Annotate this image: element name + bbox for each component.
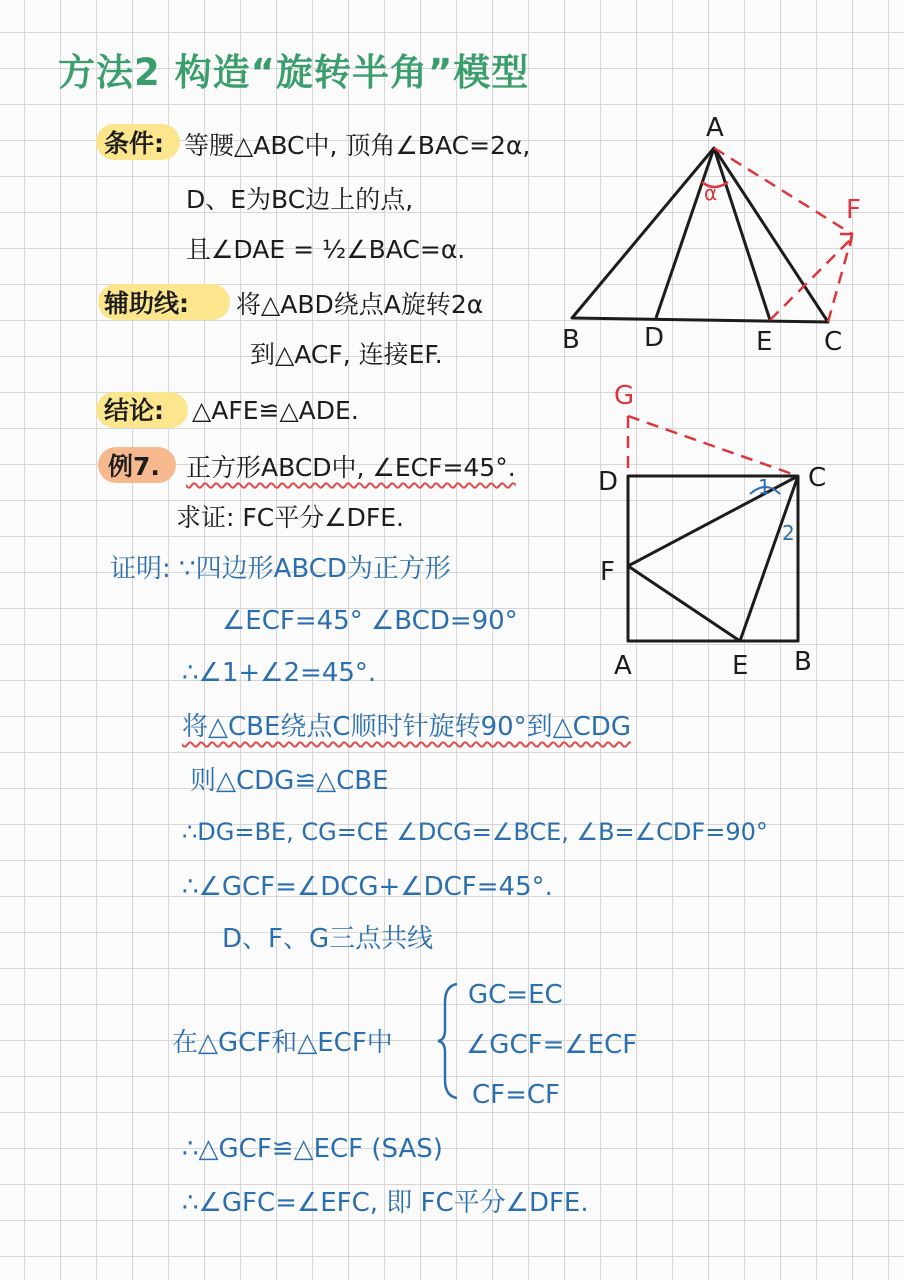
- proof-line-5: 则△CDG≌△CBE: [190, 766, 389, 796]
- page-title: 方法2 构造“旋转半角”模型: [58, 51, 530, 94]
- angle-2-label: 2: [782, 521, 795, 545]
- conclusion-label: 结论:: [104, 396, 164, 425]
- segment-gc: [628, 416, 798, 476]
- proof-line-7: ∴∠GCF=∠DCG+∠DCF=45°.: [182, 872, 553, 902]
- point-f-label: F: [600, 557, 615, 587]
- condition-line3: 且∠DAE = ½∠BAC=α.: [186, 235, 466, 264]
- aux-line2: 到△ACF, 连接EF.: [250, 340, 443, 369]
- proof-line-6: ∴DG=BE, CG=CE ∠DCG=∠BCE, ∠B=∠CDF=90°: [182, 818, 768, 846]
- condition-line2: D、E为BC边上的点,: [186, 185, 414, 214]
- triangle-abc: [572, 148, 828, 322]
- point-b-label: B: [562, 325, 580, 355]
- proof-line-2: ∠ECF=45° ∠BCD=90°: [222, 606, 518, 636]
- example-label: 例7.: [108, 452, 160, 481]
- point-b-label: B: [794, 647, 812, 677]
- square-abcd: [628, 476, 798, 641]
- segment-cf: [828, 236, 852, 322]
- point-g-label: G: [614, 381, 635, 411]
- proof-line-8: D、F、G三点共线: [222, 924, 434, 954]
- point-e-label: E: [756, 327, 773, 357]
- point-a-label: A: [706, 113, 724, 143]
- point-d-label: D: [598, 467, 619, 497]
- point-f-label: F: [846, 195, 861, 225]
- point-d-label: D: [644, 323, 665, 353]
- proof-system-3: CF=CF: [472, 1080, 561, 1110]
- proof-in-label: 在△GCF和△ECF中: [172, 1028, 393, 1058]
- proof-system-2: ∠GCF=∠ECF: [466, 1030, 638, 1060]
- aux-line1: 将△ABD绕点A旋转2α: [236, 290, 484, 319]
- example-line1: 正方形ABCD中, ∠ECF=45°.: [186, 453, 516, 482]
- segment-af: [714, 148, 852, 234]
- alpha-label: α: [704, 181, 718, 205]
- brace-icon: [437, 982, 459, 1100]
- square-figure: [590, 376, 840, 680]
- segment-ad: [656, 148, 714, 318]
- point-c-label: C: [808, 463, 827, 493]
- condition-line1: 等腰△ABC中, 顶角∠BAC=2α,: [184, 131, 531, 160]
- point-e-label: E: [732, 651, 749, 681]
- segment-ae: [714, 148, 770, 320]
- proof-line-9: ∴△GCF≌△ECF (SAS): [182, 1134, 443, 1164]
- segment-fe: [628, 566, 740, 641]
- proof-line-1: 证明: ∵四边形ABCD为正方形: [110, 554, 451, 584]
- proof-line-4: 将△CBE绕点C顺时针旋转90°到△CDG: [182, 712, 631, 742]
- point-a-label: A: [614, 651, 632, 681]
- proof-system-1: GC=EC: [468, 980, 563, 1010]
- conclusion-text: △AFE≌△ADE.: [192, 396, 359, 425]
- proof-line-10: ∴∠GFC=∠EFC, 即 FC平分∠DFE.: [182, 1188, 589, 1218]
- proof-line-3: ∴∠1+∠2=45°.: [182, 658, 377, 688]
- point-c-label: C: [824, 327, 843, 357]
- angle-1-label: 1: [758, 475, 771, 499]
- condition-label: 条件:: [104, 129, 164, 158]
- example-line2: 求证: FC平分∠DFE.: [176, 503, 404, 532]
- triangle-figure: [560, 108, 860, 358]
- aux-label: 辅助线:: [104, 289, 189, 318]
